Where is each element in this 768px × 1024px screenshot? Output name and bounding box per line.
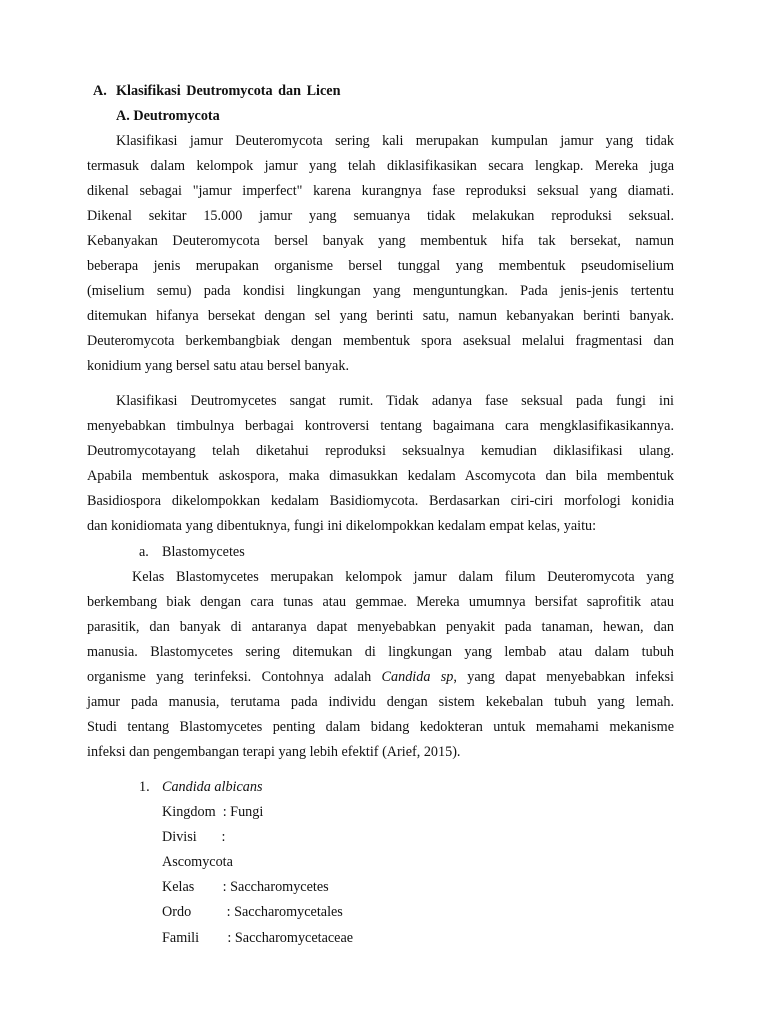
paragraph-line: Apabila membentuk askospora, maka dimasukkan kedalam Ascomycota dan bila membentuk (87, 468, 674, 484)
taxonomy-ordo: Ordo : Saccharomycetales (162, 904, 343, 920)
paragraph-line: Basidiospora dikelompokkan kedalam Basidiomycota. Berdasarkan ciri-ciri morfologi konidia (87, 493, 674, 509)
taxonomy-famili: Famili : Saccharomycetaceae (162, 930, 354, 946)
paragraph-line: beberapa jenis merupakan organisme bersel tunggal yang membentuk pseudomiselium (87, 258, 674, 274)
paragraph-line-mixed (87, 668, 674, 686)
text-run: , yang dapat menyebabkan infeksi (453, 669, 675, 685)
section-marker: A. (93, 83, 107, 99)
paragraph-line: Kebanyakan Deuteromycota bersel banyak yang membentuk hifa tak bersekat, namun (87, 233, 674, 249)
species-name: Candida albicans (162, 779, 263, 795)
taxonomy-divisi: Divisi : (162, 829, 226, 845)
paragraph-line: Klasifikasi Deutromycetes sangat rumit. Tidak adanya fase seksual pada fungi ini (116, 393, 674, 409)
paragraph-line: Kelas Blastomycetes merupakan kelompok jamur dalam filum Deuteromycota yang (132, 569, 674, 585)
taxonomy-kelas: Kelas : Saccharomycetes (162, 879, 329, 895)
paragraph-line: infeksi dan pengembangan terapi yang lebih efektif (Arief, 2015). (87, 744, 461, 760)
paragraph-line: berkembang biak dengan cara tunas atau gemmae. Mereka umumnya bersifat saprofitik atau (87, 594, 674, 610)
paragraph-line: Deuteromycota berkembangbiak dengan membentuk spora aseksual melalui fragmentasi dan (87, 333, 674, 349)
subsection-title: A. Deutromycota (116, 108, 220, 124)
section-title: Klasifikasi Deutromycota dan Licen (116, 83, 341, 99)
paragraph-line: menyebabkan timbulnya berbagai kontroversi tentang bagaimana cara mengklasifikasikannya. (87, 418, 674, 434)
paragraph-line: manusia. Blastomycetes sering ditemukan di lingkungan yang lembab atau dalam tubuh (87, 644, 674, 660)
paragraph-line: parasitik, dan banyak di antaranya dapat menyebabkan penyakit pada tanaman, hewan, dan (87, 619, 674, 635)
paragraph-line: Dikenal sekitar 15.000 jamur yang semuanya tidak melakukan reproduksi seksual. (87, 208, 674, 224)
list-number: 1. (139, 779, 150, 795)
paragraph-line: konidium yang bersel satu atau bersel banyak. (87, 358, 349, 374)
paragraph-line: (miselium semu) pada kondisi lingkungan yang menguntungkan. Pada jenis-jenis tertentu (87, 283, 674, 299)
paragraph-line: Studi tentang Blastomycetes penting dalam bidang kedokteran untuk memahami mekanisme (87, 719, 674, 735)
list-item-title: Blastomycetes (162, 544, 245, 560)
paragraph-line: termasuk dalam kelompok jamur yang telah diklasifikasikan secara lengkap. Mereka juga (87, 158, 674, 174)
species-reference: Candida sp (381, 669, 454, 685)
paragraph-line: jamur pada manusia, terutama pada individu dengan sistem kekebalan tubuh yang lemah. (87, 694, 674, 710)
paragraph-line: Deutromycotayang telah diketahui reproduksi seksualnya kemudian diklasifikasi ulang. (87, 443, 674, 459)
paragraph-line: ditemukan hifanya bersekat dengan sel yang berinti satu, namun kebanyakan berinti banyak. (87, 308, 674, 324)
list-marker: a. (139, 544, 149, 560)
text-run: organisme yang terinfeksi. Contohnya adalah (87, 669, 382, 685)
taxonomy-divisi-value: Ascomycota (162, 854, 233, 870)
taxonomy-kingdom: Kingdom : Fungi (162, 804, 264, 820)
paragraph-line: Klasifikasi jamur Deuteromycota sering kali merupakan kumpulan jamur yang tidak (116, 133, 674, 149)
paragraph-line: dan konidiomata yang dibentuknya, fungi ini dikelompokkan kedalam empat kelas, yaitu: (87, 518, 597, 534)
paragraph-line: dikenal sebagai "jamur imperfect" karena kurangnya fase reproduksi seksual yang diamati. (87, 183, 674, 199)
